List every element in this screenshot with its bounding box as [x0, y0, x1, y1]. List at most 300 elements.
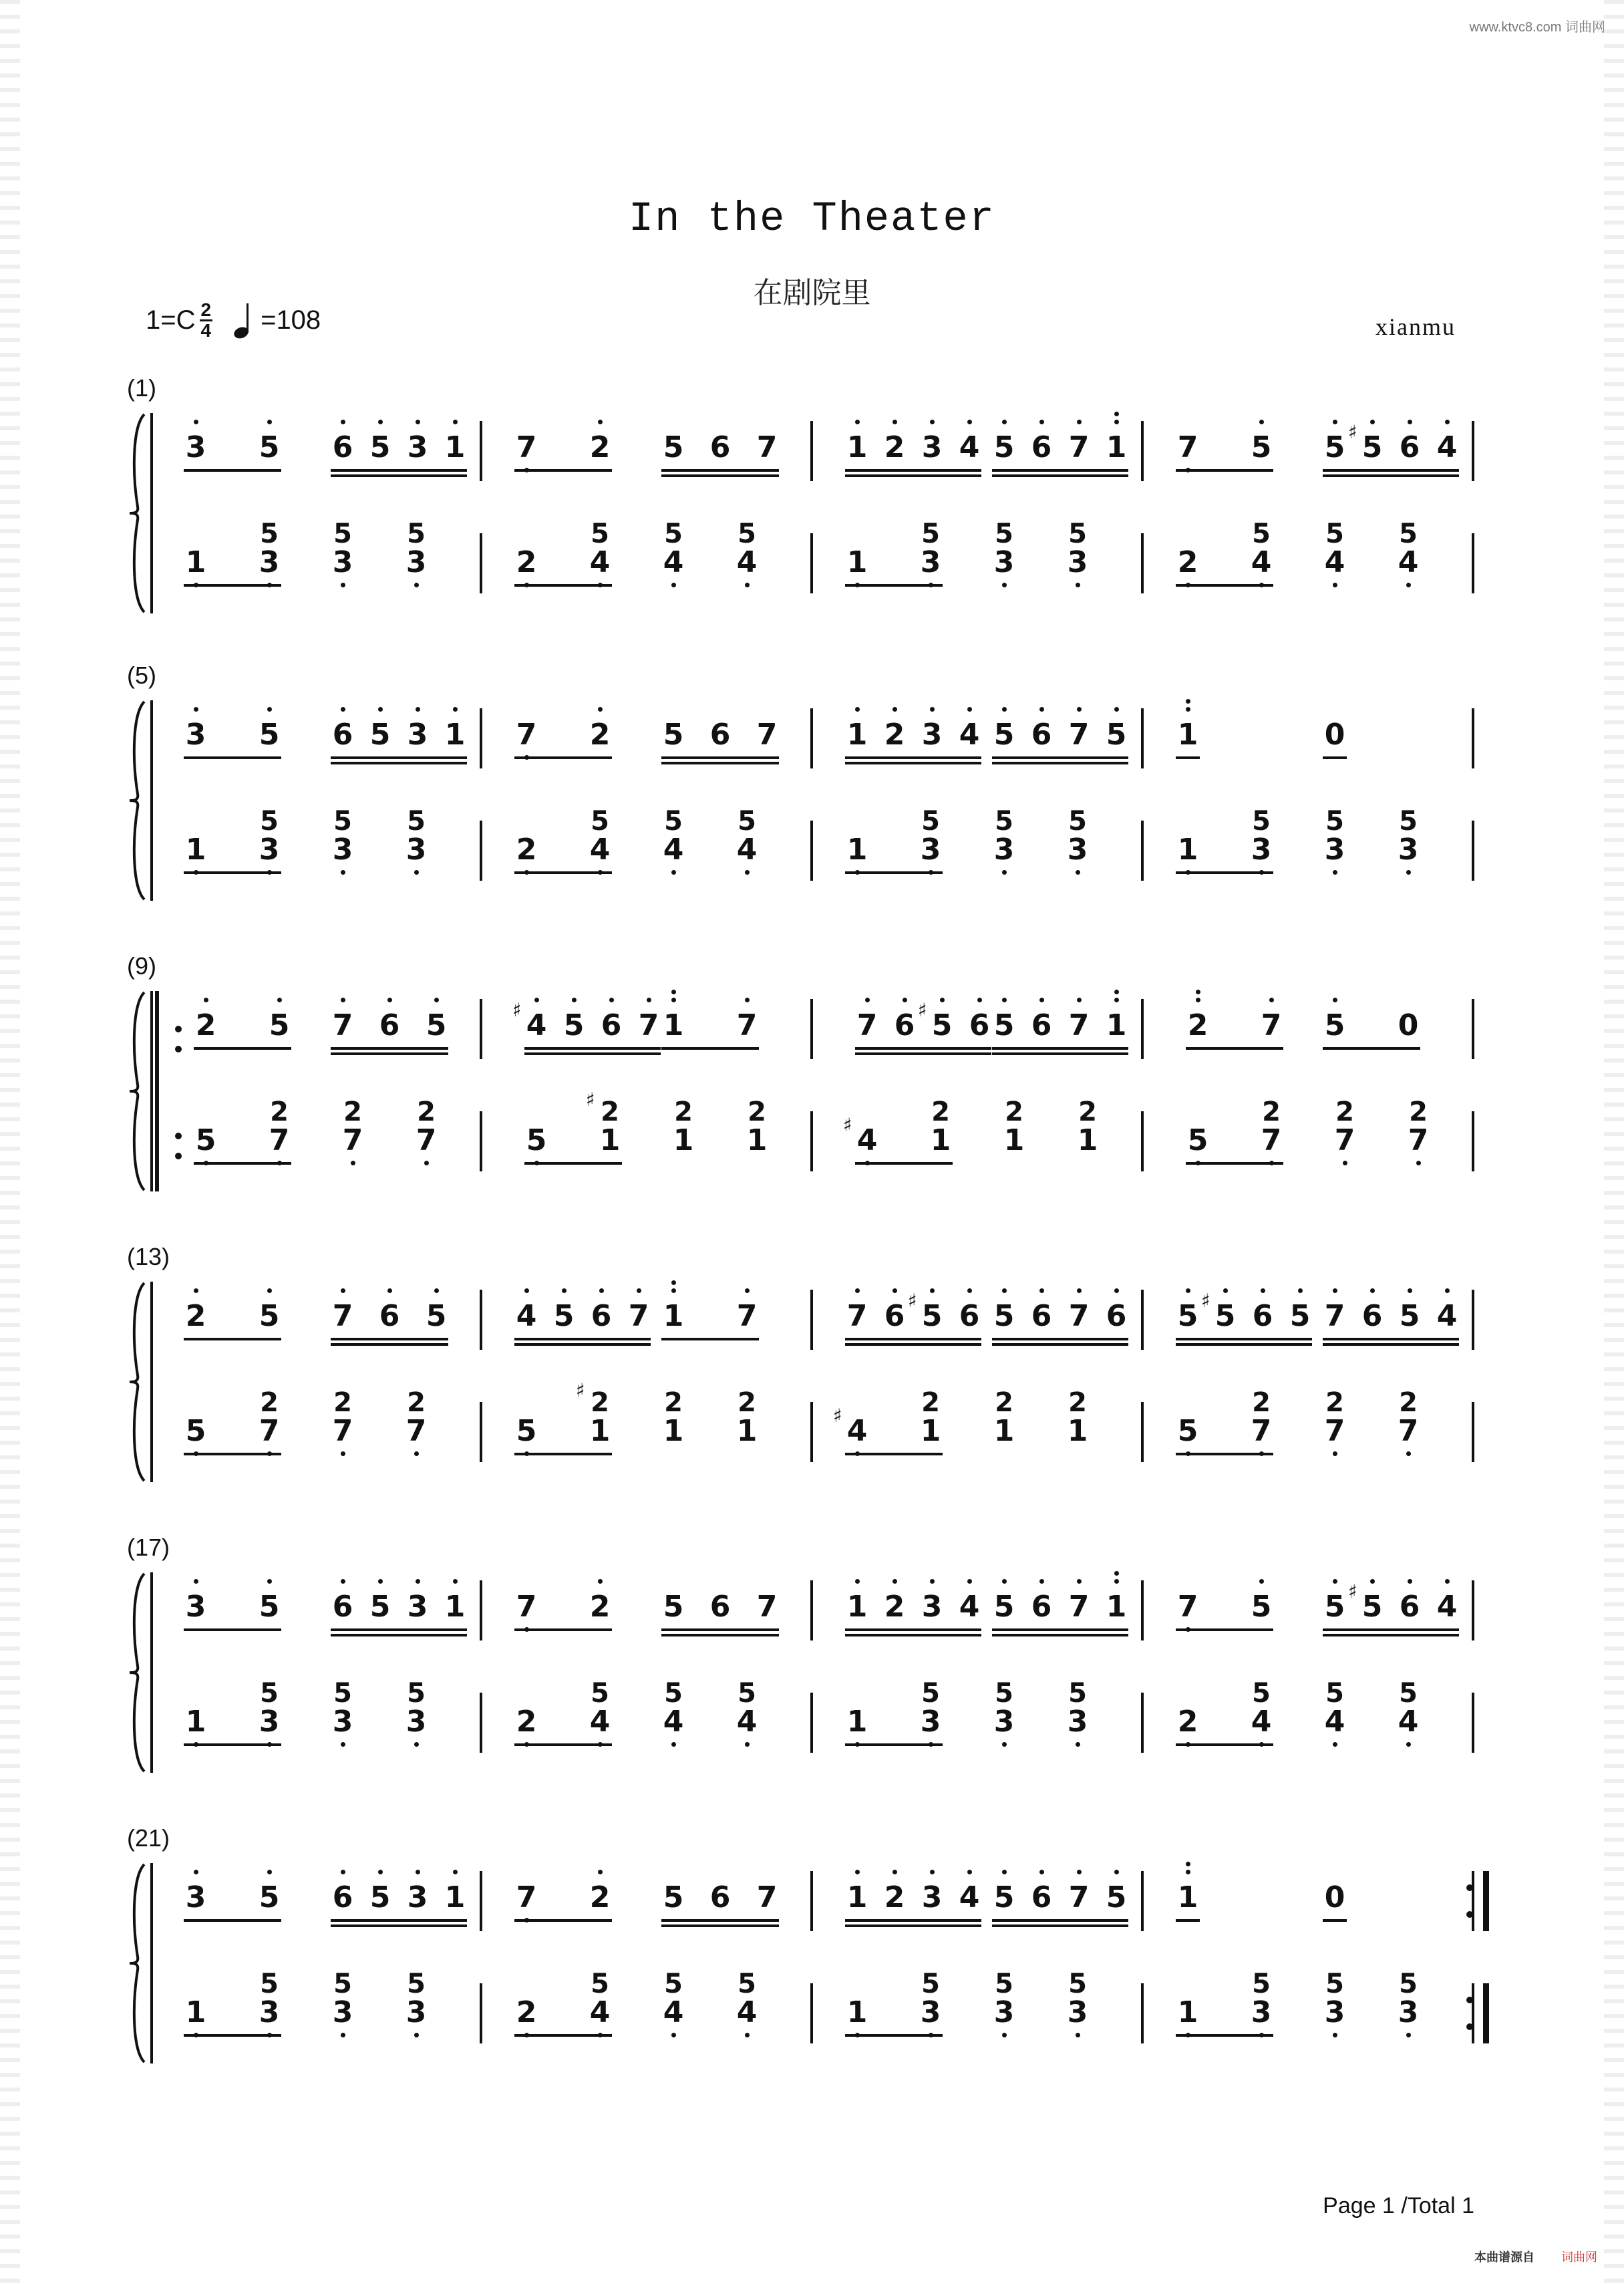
beam-line	[184, 1743, 281, 1746]
beam-line	[1323, 1047, 1420, 1050]
barline	[480, 1402, 482, 1462]
octave-dot-up	[1077, 707, 1082, 712]
jianpu-note: 7	[735, 1008, 759, 1042]
beam-line	[845, 1743, 943, 1746]
beam-line	[194, 1162, 291, 1165]
jianpu-note: 1	[845, 718, 869, 752]
system-line	[150, 1282, 153, 1482]
harmony-note: 5	[591, 519, 609, 549]
jianpu-note: 5	[1249, 430, 1273, 464]
beam-line	[331, 1628, 467, 1631]
octave-dot-down	[745, 2033, 750, 2037]
harmony-note: 2	[407, 1387, 426, 1418]
repeat-end-sign	[1483, 1871, 1489, 1931]
beam-line	[331, 1634, 467, 1636]
jianpu-note: 6	[709, 430, 731, 464]
jianpu-note: 3 5	[1066, 1705, 1090, 1739]
harmony-note: 2	[1252, 1387, 1271, 1418]
octave-dot-up	[416, 707, 420, 712]
jianpu-note: 1	[1104, 430, 1128, 464]
jianpu-note: 3	[920, 718, 944, 752]
sharp-sign: ♯	[843, 1114, 852, 1136]
jianpu-note: 3 5	[1249, 1995, 1273, 2029]
octave-dot-down	[1416, 1161, 1421, 1165]
sharp-sign: ♯	[512, 999, 522, 1021]
barline	[1472, 1111, 1474, 1171]
jianpu-note: 4 5	[588, 1995, 612, 2029]
jianpu-note: 4 5	[1249, 1705, 1273, 1739]
barline	[1472, 708, 1474, 768]
upper-staff	[160, 702, 1503, 775]
octave-dot-up	[1370, 1579, 1375, 1584]
jianpu-note: 1 2	[1002, 1123, 1026, 1157]
beam-line	[992, 469, 1128, 472]
beam-line	[845, 1919, 981, 1922]
beam-line	[661, 1924, 779, 1927]
beam-line	[845, 871, 943, 874]
barline	[1472, 421, 1474, 481]
jianpu-note: 5	[257, 718, 281, 752]
jianpu-note: 7	[331, 1008, 355, 1042]
jianpu-note: 3 5	[992, 545, 1016, 579]
barline	[480, 1111, 482, 1171]
octave-dot-up	[865, 998, 870, 1002]
jianpu-note: 5	[1323, 1008, 1347, 1042]
barline	[480, 1871, 482, 1931]
harmony-note: 5	[664, 1969, 683, 1999]
beam-line	[1176, 756, 1200, 759]
barline	[1141, 708, 1144, 768]
barline	[810, 708, 813, 768]
harmony-note: 5	[738, 806, 756, 837]
beam-line	[661, 469, 779, 472]
octave-dot-up	[1445, 1288, 1450, 1293]
barline	[1472, 1290, 1474, 1350]
jianpu-note: 4 5	[735, 1705, 759, 1739]
jianpu-note: 5	[1186, 1123, 1210, 1157]
octave-dot-up	[892, 1579, 897, 1584]
jianpu-note: 7	[514, 1880, 538, 1914]
beam-line	[184, 1919, 281, 1922]
jianpu-note: 5	[663, 1880, 684, 1914]
barline	[480, 1290, 482, 1350]
harmony-note: 2	[417, 1097, 436, 1127]
octave-dot-down	[414, 870, 419, 875]
octave-dot-down	[1002, 583, 1007, 587]
octave-dot-up	[637, 1288, 641, 1293]
measure-number: (1)	[127, 374, 156, 402]
octave-dot-up	[434, 998, 439, 1002]
beam-line	[845, 584, 943, 587]
source-mark: 本曲谱源自 词曲网	[1474, 2251, 1597, 2264]
harmony-note: 5	[738, 519, 756, 549]
barline	[1472, 1580, 1474, 1640]
jianpu-note: 2	[1186, 1008, 1210, 1042]
jianpu-note: 1	[443, 1590, 467, 1624]
octave-dot-down	[424, 1161, 429, 1165]
jianpu-note: 4	[514, 1299, 538, 1333]
beam-line	[845, 1634, 981, 1636]
octave-dot-down	[671, 1742, 676, 1747]
jianpu-note: 1 ♯ 2	[588, 1414, 612, 1448]
octave-dot-up	[671, 998, 676, 1002]
barline	[810, 999, 813, 1059]
jianpu-note: 4 ♯	[855, 1123, 879, 1157]
jianpu-note: 5 ♯	[1348, 1580, 1383, 1624]
barline	[810, 1580, 813, 1640]
octave-dot-up	[1408, 1288, 1412, 1293]
sharp-sign: ♯	[1348, 1580, 1357, 1602]
jianpu-note: 6	[1360, 1299, 1384, 1333]
sharp-sign: ♯	[908, 1290, 917, 1312]
octave-dot-up	[1269, 998, 1274, 1002]
jianpu-note: 1	[184, 1995, 208, 2029]
harmony-note: 5	[1068, 1969, 1087, 1999]
beam-line	[1186, 1047, 1283, 1050]
harmony-note: 5	[1252, 519, 1271, 549]
harmony-note: 5	[921, 1678, 940, 1709]
octave-dot-up	[598, 1870, 603, 1874]
watermark: www.ktvc8.com 词曲网	[1469, 20, 1605, 35]
octave-dot-down	[1333, 2033, 1337, 2037]
jianpu-note: 6	[1398, 430, 1422, 464]
jianpu-note: 7 2	[341, 1123, 365, 1157]
beam-line	[1176, 871, 1273, 874]
beam-line	[524, 1047, 661, 1050]
score-subtitle: 在剧院里	[753, 276, 871, 310]
beam-line	[992, 1924, 1128, 1927]
octave-dot-up	[387, 1288, 392, 1293]
jianpu-note: 5	[267, 1008, 291, 1042]
octave-dot-up	[967, 1870, 972, 1874]
jianpu-note: 2	[194, 1008, 218, 1042]
system-line	[150, 700, 153, 901]
beam-line	[855, 1052, 991, 1055]
barline	[810, 1983, 813, 2043]
jianpu-note: 3 5	[404, 833, 428, 867]
jianpu-note: 5	[1176, 1299, 1200, 1333]
jianpu-note: 3 5	[331, 833, 355, 867]
harmony-note: 5	[260, 806, 279, 837]
octave-dot-up	[267, 1870, 272, 1874]
jianpu-note: 3 5	[992, 1995, 1016, 2029]
harmony-note: 5	[591, 1678, 609, 1709]
system-line	[150, 991, 153, 1191]
jianpu-note: 3 5	[1396, 833, 1420, 867]
jianpu-note: 4 ♯	[512, 999, 547, 1042]
beam-line	[184, 584, 281, 587]
jianpu-note: 5	[992, 1008, 1016, 1042]
jianpu-note: 5	[992, 430, 1016, 464]
barline	[480, 421, 482, 481]
score-system	[0, 952, 1624, 1233]
jianpu-note: 6	[331, 1880, 355, 1914]
octave-dot-up	[1002, 1870, 1007, 1874]
octave-dot-up	[1077, 998, 1082, 1002]
octave-dot-down	[671, 2033, 676, 2037]
upper-staff	[160, 1283, 1503, 1357]
jianpu-note: 4 5	[1396, 545, 1420, 579]
jianpu-note: 7	[1067, 718, 1091, 752]
octave-dot-up	[671, 1280, 676, 1285]
harmony-note: 2	[1399, 1387, 1418, 1418]
octave-dot-down	[1076, 870, 1080, 875]
page-number: Page 1 /Total 1	[1323, 2193, 1474, 2219]
octave-dot-up	[1077, 420, 1082, 424]
harmony-note: 5	[664, 519, 683, 549]
beam-line	[845, 474, 981, 477]
jianpu-note: 3 5	[1066, 545, 1090, 579]
repeat-end-sign	[1483, 1983, 1489, 2043]
octave-dot-up	[1186, 1862, 1190, 1866]
beam-line	[514, 1338, 651, 1340]
beam-line	[331, 762, 467, 764]
octave-dot-down	[341, 1742, 345, 1747]
jianpu-note: 3 5	[331, 1705, 355, 1739]
beam-line	[331, 1924, 467, 1927]
harmony-note: 2	[260, 1387, 279, 1418]
beam-line	[845, 1924, 981, 1927]
jianpu-note: 2	[882, 1880, 907, 1914]
octave-dot-up	[1039, 1579, 1044, 1584]
harmony-note: 5	[664, 1678, 683, 1709]
jianpu-note: 0	[1324, 1880, 1345, 1914]
beam-line	[1176, 1453, 1273, 1455]
jianpu-note: 3 5	[331, 1995, 355, 2029]
jianpu-note: 5	[184, 1414, 208, 1448]
jianpu-note: 1 2	[992, 1414, 1016, 1448]
jianpu-note: 4 ♯	[845, 1414, 869, 1448]
jianpu-note: 5	[424, 1299, 448, 1333]
jianpu-note: 4 5	[661, 545, 685, 579]
octave-dot-up	[341, 1870, 345, 1874]
octave-dot-up	[745, 998, 750, 1002]
measure-number: (21)	[127, 1824, 170, 1852]
beam-line	[1323, 1338, 1459, 1340]
jianpu-note: 4	[957, 1590, 981, 1624]
beam-line	[1176, 2034, 1273, 2037]
jianpu-note: 1	[845, 545, 869, 579]
octave-dot-down	[1333, 583, 1337, 587]
jianpu-note: 7	[637, 1008, 661, 1042]
octave-dot-up	[267, 420, 272, 424]
jianpu-note: 7	[514, 718, 538, 752]
octave-dot-up	[1002, 420, 1007, 424]
jianpu-note: 3	[405, 1880, 430, 1914]
jianpu-note: 7 2	[1333, 1123, 1357, 1157]
beam-line	[514, 756, 612, 759]
beam-line	[845, 1338, 981, 1340]
octave-dot-down	[1002, 2033, 1007, 2037]
beam-line	[1323, 1628, 1459, 1631]
jianpu-note: 2	[514, 545, 538, 579]
beam-line	[992, 1343, 1128, 1346]
harmony-note: 5	[921, 806, 940, 837]
octave-dot-up	[194, 1579, 198, 1584]
time-signature: $\frac{2}{4}$	[200, 299, 212, 341]
jianpu-note: 7	[756, 1880, 778, 1914]
jianpu-note: 1	[1176, 1995, 1200, 2029]
jianpu-note: 1 2	[929, 1123, 953, 1157]
barline	[480, 1983, 482, 2043]
octave-dot-up	[1223, 1288, 1228, 1293]
octave-dot-up	[598, 420, 603, 424]
octave-dot-up	[341, 420, 345, 424]
octave-dot-up	[1114, 990, 1119, 994]
jianpu-note: 4 5	[735, 833, 759, 867]
beam-line	[184, 469, 281, 472]
octave-dot-down	[1406, 2033, 1411, 2037]
octave-dot-up	[277, 998, 282, 1002]
harmony-note: 5	[1068, 806, 1087, 837]
harmony-note: 5	[407, 806, 426, 837]
harmony-note: 5	[333, 1969, 352, 1999]
beam-line	[1186, 1162, 1283, 1165]
beam-line	[855, 1047, 991, 1050]
jianpu-note: 4 5	[1396, 1705, 1420, 1739]
harmony-note: 5	[921, 1969, 940, 1999]
beam-line	[661, 474, 779, 477]
beam-line	[992, 1047, 1128, 1050]
octave-dot-down	[671, 583, 676, 587]
octave-dot-down	[1343, 1161, 1347, 1165]
beam-line	[661, 1628, 779, 1631]
octave-dot-down	[1076, 583, 1080, 587]
jianpu-note: 5	[368, 1590, 392, 1624]
jianpu-note: 7	[514, 1590, 538, 1624]
sharp-sign: ♯	[576, 1379, 585, 1401]
brace-icon	[128, 413, 146, 613]
beam-line	[1323, 756, 1347, 759]
harmony-note: 5	[591, 1969, 609, 1999]
system-line	[150, 1863, 153, 2063]
octave-dot-down	[1406, 583, 1411, 587]
octave-dot-up	[1186, 1288, 1190, 1293]
jianpu-note: 5	[992, 718, 1016, 752]
jianpu-note: 3 5	[257, 833, 281, 867]
beam-line	[1176, 1919, 1200, 1922]
harmony-note: 5	[995, 1678, 1013, 1709]
jianpu-note: 7	[1176, 430, 1200, 464]
jianpu-note: 5	[257, 430, 281, 464]
harmony-note: 2	[1262, 1097, 1281, 1127]
octave-dot-up	[1114, 1870, 1119, 1874]
beam-line	[1176, 1338, 1312, 1340]
beam-line	[331, 1052, 448, 1055]
jianpu-note: 1	[845, 430, 869, 464]
jianpu-note: 3 5	[919, 1995, 943, 2029]
octave-dot-up	[1445, 420, 1450, 424]
jianpu-note: 5	[257, 1590, 281, 1624]
repeat-dot	[1466, 1911, 1473, 1918]
barline	[1141, 1402, 1144, 1462]
jianpu-note: 2	[588, 1880, 612, 1914]
jianpu-note: 5	[992, 1299, 1016, 1333]
harmony-note: 5	[1252, 1969, 1271, 1999]
jianpu-note: 4	[1435, 1299, 1459, 1333]
harmony-note: 5	[333, 806, 352, 837]
jianpu-note: 1	[845, 1880, 869, 1914]
jianpu-note: 7	[735, 1299, 759, 1333]
jianpu-note: 6	[589, 1299, 613, 1333]
octave-dot-up	[598, 1579, 603, 1584]
harmony-note: 5	[1325, 1969, 1344, 1999]
jianpu-note: 7	[855, 1008, 879, 1042]
tempo-value: =108	[261, 305, 321, 335]
octave-dot-up	[1333, 1579, 1337, 1584]
octave-dot-up	[1077, 1870, 1082, 1874]
jianpu-note: 1 2	[919, 1414, 943, 1448]
octave-dot-up	[940, 998, 945, 1002]
octave-dot-up	[930, 707, 935, 712]
beam-line	[845, 756, 981, 759]
barline	[1472, 1402, 1474, 1462]
octave-dot-up	[1002, 1579, 1007, 1584]
octave-dot-up	[892, 1870, 897, 1874]
jianpu-note: 3	[920, 1880, 944, 1914]
octave-dot-up	[930, 1870, 935, 1874]
octave-dot-up	[1114, 412, 1119, 416]
beam-line	[661, 1919, 779, 1922]
octave-dot-down	[745, 583, 750, 587]
beam-line	[331, 469, 467, 472]
jianpu-note: 4 5	[735, 1995, 759, 2029]
harmony-note: 5	[995, 806, 1013, 837]
jianpu-note: 5	[562, 1008, 586, 1042]
measure-number: (13)	[127, 1243, 170, 1270]
octave-dot-up	[1114, 707, 1119, 712]
jianpu-note: 4 5	[1323, 1705, 1347, 1739]
harmony-note: 5	[260, 1678, 279, 1709]
octave-dot-up	[1039, 1870, 1044, 1874]
jianpu-note: 1	[1176, 833, 1200, 867]
jianpu-note: 3	[920, 430, 944, 464]
jianpu-note: 3 5	[919, 1705, 943, 1739]
jianpu-note: 2	[514, 1995, 538, 2029]
jianpu-note: 5	[368, 718, 392, 752]
harmony-note: 5	[738, 1969, 756, 1999]
sharp-sign: ♯	[586, 1089, 595, 1111]
octave-dot-up	[194, 707, 198, 712]
beam-line	[514, 1343, 651, 1346]
barline	[1472, 1871, 1474, 1931]
beam-line	[661, 1047, 759, 1050]
jianpu-note: 5	[992, 1880, 1016, 1914]
score-system	[0, 1534, 1624, 1814]
octave-dot-up	[453, 420, 458, 424]
octave-dot-up	[1333, 1288, 1337, 1293]
brace-icon	[128, 1572, 146, 1773]
upper-staff	[160, 1574, 1503, 1647]
harmony-note: 5	[995, 519, 1013, 549]
beam-line	[514, 1743, 612, 1746]
jianpu-note: 3 5	[1066, 1995, 1090, 2029]
sharp-sign: ♯	[918, 999, 927, 1021]
jianpu-note: 3 5	[1249, 833, 1273, 867]
harmony-note: 5	[1399, 806, 1418, 837]
octave-dot-up	[609, 998, 614, 1002]
harmony-note: 5	[407, 519, 426, 549]
jianpu-note: 1	[184, 1705, 208, 1739]
jianpu-note: 6	[599, 1008, 623, 1042]
sharp-sign: ♯	[1348, 421, 1357, 443]
octave-dot-up	[1114, 1579, 1119, 1584]
jianpu-note: 5	[1104, 1880, 1128, 1914]
octave-dot-up	[1261, 1288, 1265, 1293]
jianpu-note: 6	[1029, 718, 1053, 752]
jianpu-note: 2	[1176, 1705, 1200, 1739]
octave-dot-up	[416, 420, 420, 424]
